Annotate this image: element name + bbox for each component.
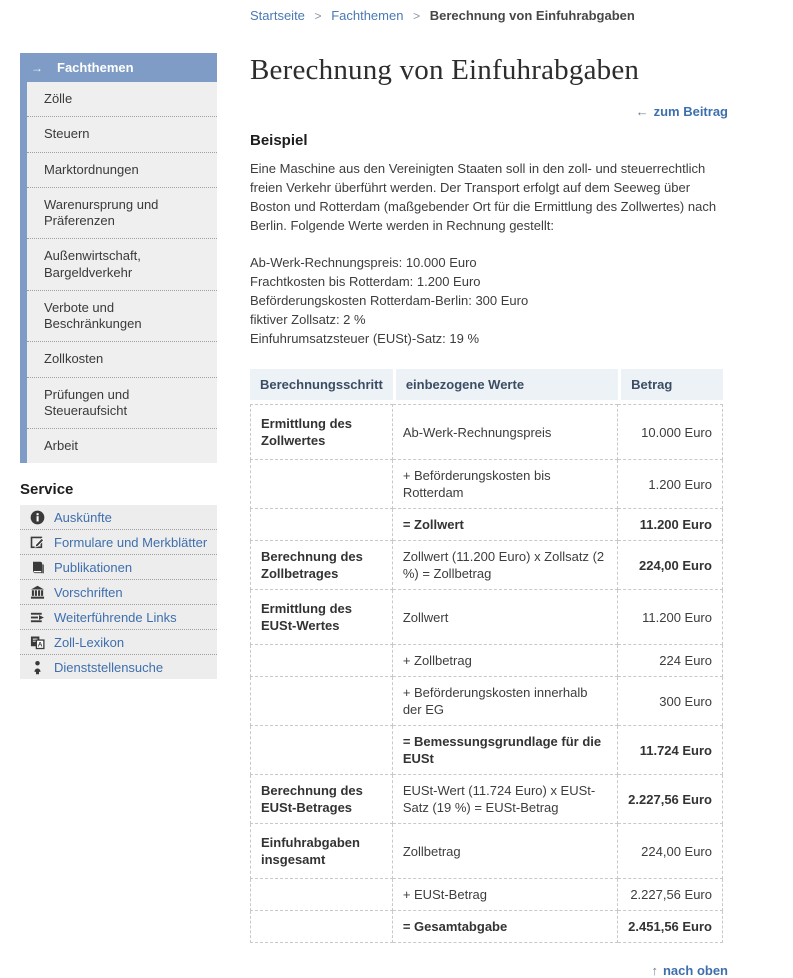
cell-einbezogene-werte: + Beförderungskosten bis Rotterdam bbox=[393, 460, 618, 509]
sidebar-nav-list bbox=[20, 82, 217, 463]
service-item[interactable] bbox=[20, 579, 217, 604]
links-icon bbox=[29, 609, 45, 625]
cell-berechnungsschritt bbox=[250, 677, 393, 726]
breadcrumb-link-fachthemen[interactable]: Fachthemen bbox=[331, 8, 404, 23]
form-icon bbox=[29, 534, 45, 550]
service-item-label: Vorschriften bbox=[54, 584, 123, 600]
cell-einbezogene-werte: = Gesamtabgabe bbox=[393, 911, 618, 943]
service-list bbox=[20, 505, 217, 679]
breadcrumb bbox=[250, 8, 728, 23]
sidebar-header-fachthemen[interactable] bbox=[20, 53, 217, 82]
service-item-label: Dienststellensuche bbox=[54, 659, 164, 675]
nach-oben-label: nach oben bbox=[662, 963, 728, 978]
cell-betrag: 11.200 Euro bbox=[618, 590, 723, 645]
breadcrumb-separator-icon: > bbox=[314, 9, 322, 23]
example-value-line: Beförderungskosten Rotterdam-Berlin: 300 Euro bbox=[250, 293, 529, 308]
cell-einbezogene-werte: Zollwert bbox=[393, 590, 618, 645]
cell-einbezogene-werte: + Beförderungskosten innerhalb der EG bbox=[393, 677, 618, 726]
service-item-label: Weiterführende Links bbox=[54, 609, 177, 625]
example-paragraph: Eine Maschine aus den Vereinigten Staaten soll in den zoll- und steuerrechtlich freien Verkehr überführt werden. Der Transport erfolgt auf dem Seeweg über Boston und Rotterdam (maßgebender Ort für die Ermittlung des Zollwertes) nach Berlin. Folgende Werte werden in Rechnung gestellt: bbox=[250, 161, 717, 233]
service-item[interactable] bbox=[20, 654, 217, 679]
service-item-label: Publikationen bbox=[54, 559, 133, 575]
sidebar-header-label: Fachthemen bbox=[57, 60, 134, 75]
cell-einbezogene-werte: = Zollwert bbox=[393, 509, 618, 541]
cell-berechnungsschritt: Berechnung des Zollbetrages bbox=[250, 541, 393, 590]
main-content bbox=[250, 8, 728, 978]
arrow-up-icon: ↑ bbox=[651, 963, 658, 978]
cell-berechnungsschritt: Einfuhrabgaben insgesamt bbox=[250, 824, 393, 879]
sidebar-item[interactable]: Warenursprung und Präferenzen bbox=[27, 187, 217, 239]
cell-betrag: 11.200 Euro bbox=[618, 509, 723, 541]
book-icon bbox=[29, 559, 45, 575]
zum-beitrag-label: zum Beitrag bbox=[653, 104, 728, 119]
table-row bbox=[250, 726, 723, 775]
table-row bbox=[250, 541, 723, 590]
person-icon bbox=[29, 659, 45, 675]
table-row bbox=[250, 509, 723, 541]
service-item[interactable] bbox=[20, 629, 217, 654]
cell-betrag: 1.200 Euro bbox=[618, 460, 723, 509]
table-column-header: Betrag bbox=[618, 369, 723, 404]
sidebar-item[interactable]: Außenwirtschaft, Bargeldverkehr bbox=[27, 238, 217, 290]
service-item-label: Formulare und Merkblätter bbox=[54, 534, 208, 550]
cell-betrag: 300 Euro bbox=[618, 677, 723, 726]
sidebar-item[interactable]: Zölle bbox=[44, 91, 73, 106]
table-row bbox=[250, 404, 723, 460]
breadcrumb-separator-icon: > bbox=[413, 9, 421, 23]
example-values bbox=[250, 253, 728, 348]
table-row bbox=[250, 775, 723, 824]
cell-betrag: 224,00 Euro bbox=[618, 541, 723, 590]
arrow-right-icon: → bbox=[31, 60, 43, 75]
service-heading: Service bbox=[20, 481, 74, 499]
service-item[interactable] bbox=[20, 529, 217, 554]
table-column-header: Berechnungsschritt bbox=[250, 369, 393, 404]
cell-einbezogene-werte: + Zollbetrag bbox=[393, 645, 618, 677]
sidebar-item[interactable]: Zollkosten bbox=[27, 341, 217, 376]
cell-betrag: 224,00 Euro bbox=[618, 824, 723, 879]
table-header-row bbox=[250, 369, 723, 404]
example-heading: Beispiel bbox=[250, 132, 308, 149]
example-value-line: Einfuhrumsatzsteuer (EUSt)-Satz: 19 % bbox=[250, 331, 480, 346]
breadcrumb-current: Berechnung von Einfuhrabgaben bbox=[429, 8, 635, 23]
cell-berechnungsschritt bbox=[250, 460, 393, 509]
table-row bbox=[250, 824, 723, 879]
example-value-line: fiktiver Zollsatz: 2 % bbox=[250, 312, 366, 327]
table-row bbox=[250, 590, 723, 645]
zum-beitrag-link[interactable] bbox=[636, 104, 728, 119]
cell-berechnungsschritt: Ermittlung des Zollwertes bbox=[250, 404, 393, 460]
cell-einbezogene-werte: Zollwert (11.200 Euro) x Zollsatz (2 %) = Zollbetrag bbox=[393, 541, 618, 590]
example-value-line: Ab-Werk-Rechnungspreis: 10.000 Euro bbox=[250, 255, 477, 270]
toplink-row bbox=[250, 963, 728, 978]
sidebar-item[interactable]: Marktordnungen bbox=[27, 152, 217, 187]
cell-betrag: 10.000 Euro bbox=[618, 404, 723, 460]
service-item-label: Auskünfte bbox=[54, 509, 112, 525]
svg-text:A: A bbox=[37, 641, 42, 649]
cell-betrag: 2.451,56 Euro bbox=[618, 911, 723, 943]
cell-berechnungsschritt bbox=[250, 879, 393, 911]
page-title: Berechnung von Einfuhrabgaben bbox=[250, 54, 640, 86]
service-item[interactable] bbox=[20, 505, 217, 529]
lexicon-icon bbox=[29, 634, 45, 650]
cell-berechnungsschritt: Berechnung des EUSt-Betrages bbox=[250, 775, 393, 824]
table-row bbox=[250, 645, 723, 677]
arrow-left-icon: ← bbox=[635, 104, 649, 119]
cell-einbezogene-werte: EUSt-Wert (11.724 Euro) x EUSt-Satz (19 %) = EUSt-Betrag bbox=[393, 775, 618, 824]
sidebar-item[interactable]: Arbeit bbox=[27, 428, 217, 463]
cell-betrag: 11.724 Euro bbox=[618, 726, 723, 775]
nach-oben-link[interactable] bbox=[651, 963, 728, 978]
sidebar-item[interactable]: Steuern bbox=[27, 116, 217, 151]
table-row bbox=[250, 879, 723, 911]
cell-berechnungsschritt bbox=[250, 911, 393, 943]
cell-betrag: 2.227,56 Euro bbox=[618, 879, 723, 911]
cell-einbezogene-werte: Ab-Werk-Rechnungspreis bbox=[393, 404, 618, 460]
table-row bbox=[250, 677, 723, 726]
table-body bbox=[250, 404, 723, 943]
cell-einbezogene-werte: + EUSt-Betrag bbox=[393, 879, 618, 911]
breadcrumb-link-startseite[interactable]: Startseite bbox=[250, 8, 305, 23]
table-row bbox=[250, 911, 723, 943]
bank-icon bbox=[29, 584, 45, 600]
backlink-row bbox=[250, 104, 728, 119]
sidebar bbox=[20, 53, 217, 679]
cell-berechnungsschritt: Ermittlung des EUSt-Wertes bbox=[250, 590, 393, 645]
service-item[interactable] bbox=[20, 604, 217, 629]
cell-betrag: 224 Euro bbox=[618, 645, 723, 677]
cell-berechnungsschritt bbox=[250, 726, 393, 775]
service-item[interactable] bbox=[20, 554, 217, 579]
service-item-label: Zoll-Lexikon bbox=[54, 634, 125, 650]
cell-einbezogene-werte: Zollbetrag bbox=[393, 824, 618, 879]
cell-berechnungsschritt bbox=[250, 645, 393, 677]
calculation-table bbox=[250, 369, 723, 943]
example-value-line: Frachtkosten bis Rotterdam: 1.200 Euro bbox=[250, 274, 481, 289]
sidebar-item[interactable]: Prüfungen und Steueraufsicht bbox=[27, 377, 217, 429]
table-column-header: einbezogene Werte bbox=[393, 369, 618, 404]
table-row bbox=[250, 460, 723, 509]
info-icon bbox=[29, 509, 45, 525]
cell-betrag: 2.227,56 Euro bbox=[618, 775, 723, 824]
cell-einbezogene-werte: = Bemessungsgrundlage für die EUSt bbox=[393, 726, 618, 775]
sidebar-item[interactable]: Verbote und Beschränkungen bbox=[27, 290, 217, 342]
cell-berechnungsschritt bbox=[250, 509, 393, 541]
